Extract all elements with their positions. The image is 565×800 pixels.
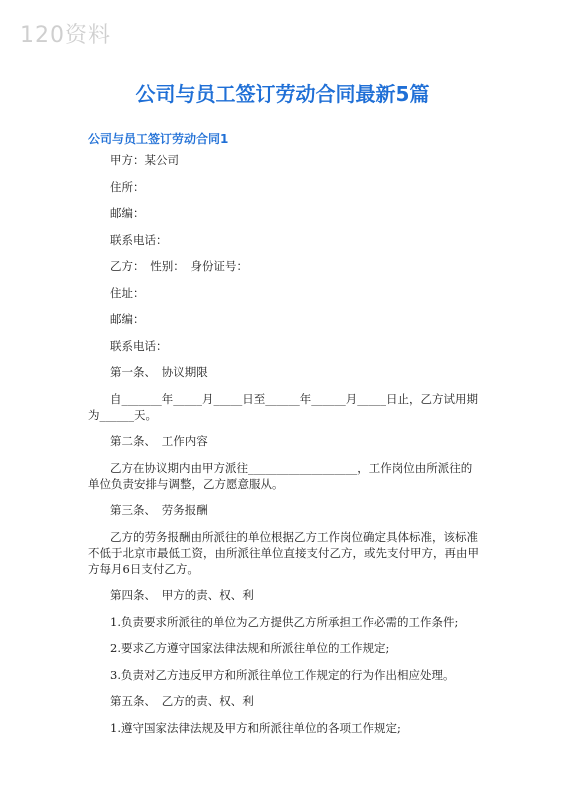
article-3-heading: 第三条、 劳务报酬	[110, 503, 208, 517]
watermark-logo: 120资料	[20, 23, 111, 48]
party-a-line: 甲方：某公司	[110, 153, 179, 167]
section-heading: 公司与员工签订劳动合同1	[88, 132, 229, 146]
phone-line-b: 联系电话：	[110, 338, 168, 353]
article-4-item-3: 3.负责对乙方违反甲方和所派往单位工作规定的行为作出相应处理。	[110, 667, 455, 682]
residence-line: 住址：	[110, 285, 145, 300]
article-2-heading: 第二条、 工作内容	[110, 434, 208, 448]
document-body	[88, 152, 482, 746]
address-line: 住所：	[110, 179, 145, 194]
article-1-heading: 第一条、 协议期限	[110, 365, 208, 379]
party-b-line: 乙方： 性别： 身份证号：	[110, 259, 248, 273]
article-5-heading: 第五条、 乙方的责、权、利	[110, 694, 254, 708]
article-3-text: 乙方的劳务报酬由所派往的单位根据乙方工作岗位确定具体标准，该标准不低于北京市最低工资，由所派往单位直接支付乙方，或先支付甲方，再由甲方每月6日支付乙方。	[88, 529, 479, 576]
article-5-item-1: 1.遵守国家法律法规及甲方和所派往单位的各项工作规定;	[110, 720, 401, 735]
postcode-line-b: 邮编：	[110, 312, 145, 326]
document-title: 公司与员工签订劳动合同最新5篇	[135, 82, 430, 106]
phone-line: 联系电话：	[110, 232, 168, 247]
article-4-heading: 第四条、 甲方的责、权、利	[110, 588, 254, 602]
article-2-text: 乙方在协议期内由甲方派往___________________，工作岗位由所派往的单位负责安排与调整，乙方愿意服从。	[88, 460, 473, 491]
article-4-item-2: 2.要求乙方遵守国家法律法规和所派往单位的工作规定;	[110, 641, 390, 655]
article-1-text: 自_______年_____月_____日至______年______月_____日止，乙方试用期为______天。	[88, 391, 478, 422]
article-4-item-1: 1.负责要求所派往的单位为乙方提供乙方所承担工作必需的工作条件;	[110, 614, 459, 629]
postcode-line: 邮编：	[110, 206, 145, 220]
